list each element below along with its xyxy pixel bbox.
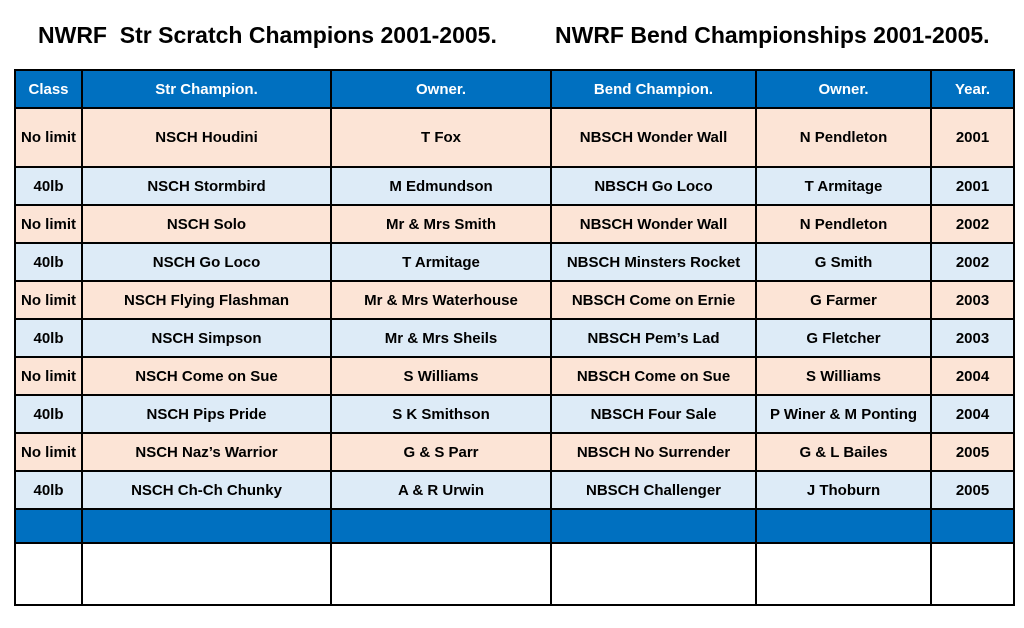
table-row [15, 395, 1014, 433]
str-champion-cell: NSCH Simpson [82, 319, 331, 357]
band-cell [82, 509, 331, 543]
year-cell: 2002 [931, 243, 1014, 281]
table-row [15, 108, 1014, 167]
band-cell [15, 509, 82, 543]
str-owner-cell: S K Smithson [331, 395, 551, 433]
empty-cell [931, 543, 1014, 605]
year-cell: 2004 [931, 395, 1014, 433]
header-str-champion: Str Champion. [82, 70, 331, 108]
blue-band-row [15, 509, 1014, 543]
bend-champion-cell: NBSCH Minsters Rocket [551, 243, 756, 281]
table-row [15, 357, 1014, 395]
empty-cell [82, 543, 331, 605]
bend-owner-cell: G Fletcher [756, 319, 931, 357]
bend-champion-cell: NBSCH Wonder Wall [551, 108, 756, 167]
header-str-owner: Owner. [331, 70, 551, 108]
bend-champion-cell: NBSCH Come on Sue [551, 357, 756, 395]
str-champion-cell: NSCH Pips Pride [82, 395, 331, 433]
bend-owner-cell: N Pendleton [756, 108, 931, 167]
empty-cell [551, 543, 756, 605]
bend-owner-cell: P Winer & M Ponting [756, 395, 931, 433]
str-owner-cell: T Armitage [331, 243, 551, 281]
bend-champion-cell: NBSCH Go Loco [551, 167, 756, 205]
table-row [15, 281, 1014, 319]
empty-cell [756, 543, 931, 605]
header-year: Year. [931, 70, 1014, 108]
band-cell [756, 509, 931, 543]
year-cell: 2004 [931, 357, 1014, 395]
year-cell: 2005 [931, 433, 1014, 471]
bend-champion-cell: NBSCH Pem’s Lad [551, 319, 756, 357]
band-cell [931, 509, 1014, 543]
bend-champion-cell: NBSCH Four Sale [551, 395, 756, 433]
year-cell: 2002 [931, 205, 1014, 243]
str-champion-cell: NSCH Stormbird [82, 167, 331, 205]
year-cell: 2001 [931, 108, 1014, 167]
str-owner-cell: Mr & Mrs Sheils [331, 319, 551, 357]
class-cell: No limit [15, 357, 82, 395]
class-cell: No limit [15, 108, 82, 167]
class-cell: 40lb [15, 395, 82, 433]
str-owner-cell: T Fox [331, 108, 551, 167]
str-owner-cell: M Edmundson [331, 167, 551, 205]
str-scratch-title: NWRF Str Scratch Champions 2001-2005. [38, 22, 497, 48]
table-body [15, 108, 1014, 605]
year-cell: 2005 [931, 471, 1014, 509]
bend-championships-title: NWRF Bend Championships 2001-2005. [555, 22, 990, 48]
bend-champion-cell: NBSCH Come on Ernie [551, 281, 756, 319]
str-champion-cell: NSCH Ch-Ch Chunky [82, 471, 331, 509]
table-row [15, 471, 1014, 509]
table-row [15, 167, 1014, 205]
class-cell: 40lb [15, 471, 82, 509]
bend-owner-cell: N Pendleton [756, 205, 931, 243]
bend-owner-cell: G Farmer [756, 281, 931, 319]
class-cell: 40lb [15, 319, 82, 357]
str-champion-cell: NSCH Go Loco [82, 243, 331, 281]
bend-champion-cell: NBSCH Wonder Wall [551, 205, 756, 243]
str-champion-cell: NSCH Solo [82, 205, 331, 243]
class-cell: No limit [15, 433, 82, 471]
table-row [15, 205, 1014, 243]
empty-cell [15, 543, 82, 605]
str-champion-cell: NSCH Houdini [82, 108, 331, 167]
bend-champion-cell: NBSCH No Surrender [551, 433, 756, 471]
year-cell: 2001 [931, 167, 1014, 205]
year-cell: 2003 [931, 281, 1014, 319]
empty-cell [331, 543, 551, 605]
band-cell [551, 509, 756, 543]
class-cell: 40lb [15, 167, 82, 205]
str-owner-cell: Mr & Mrs Waterhouse [331, 281, 551, 319]
band-cell [331, 509, 551, 543]
str-champion-cell: NSCH Naz’s Warrior [82, 433, 331, 471]
bend-owner-cell: S Williams [756, 357, 931, 395]
header-class: Class [15, 70, 82, 108]
str-champion-cell: NSCH Come on Sue [82, 357, 331, 395]
str-owner-cell: Mr & Mrs Smith [331, 205, 551, 243]
year-cell: 2003 [931, 319, 1014, 357]
header-bend-owner: Owner. [756, 70, 931, 108]
header-row [15, 70, 1014, 108]
header-bend-champion: Bend Champion. [551, 70, 756, 108]
str-owner-cell: A & R Urwin [331, 471, 551, 509]
empty-row [15, 543, 1014, 605]
bend-champion-cell: NBSCH Challenger [551, 471, 756, 509]
table-row [15, 433, 1014, 471]
str-owner-cell: G & S Parr [331, 433, 551, 471]
bend-owner-cell: J Thoburn [756, 471, 931, 509]
str-owner-cell: S Williams [331, 357, 551, 395]
champions-table [14, 69, 1015, 606]
table-row [15, 243, 1014, 281]
class-cell: 40lb [15, 243, 82, 281]
bend-owner-cell: G Smith [756, 243, 931, 281]
table-row [15, 319, 1014, 357]
bend-owner-cell: T Armitage [756, 167, 931, 205]
str-champion-cell: NSCH Flying Flashman [82, 281, 331, 319]
class-cell: No limit [15, 205, 82, 243]
class-cell: No limit [15, 281, 82, 319]
bend-owner-cell: G & L Bailes [756, 433, 931, 471]
